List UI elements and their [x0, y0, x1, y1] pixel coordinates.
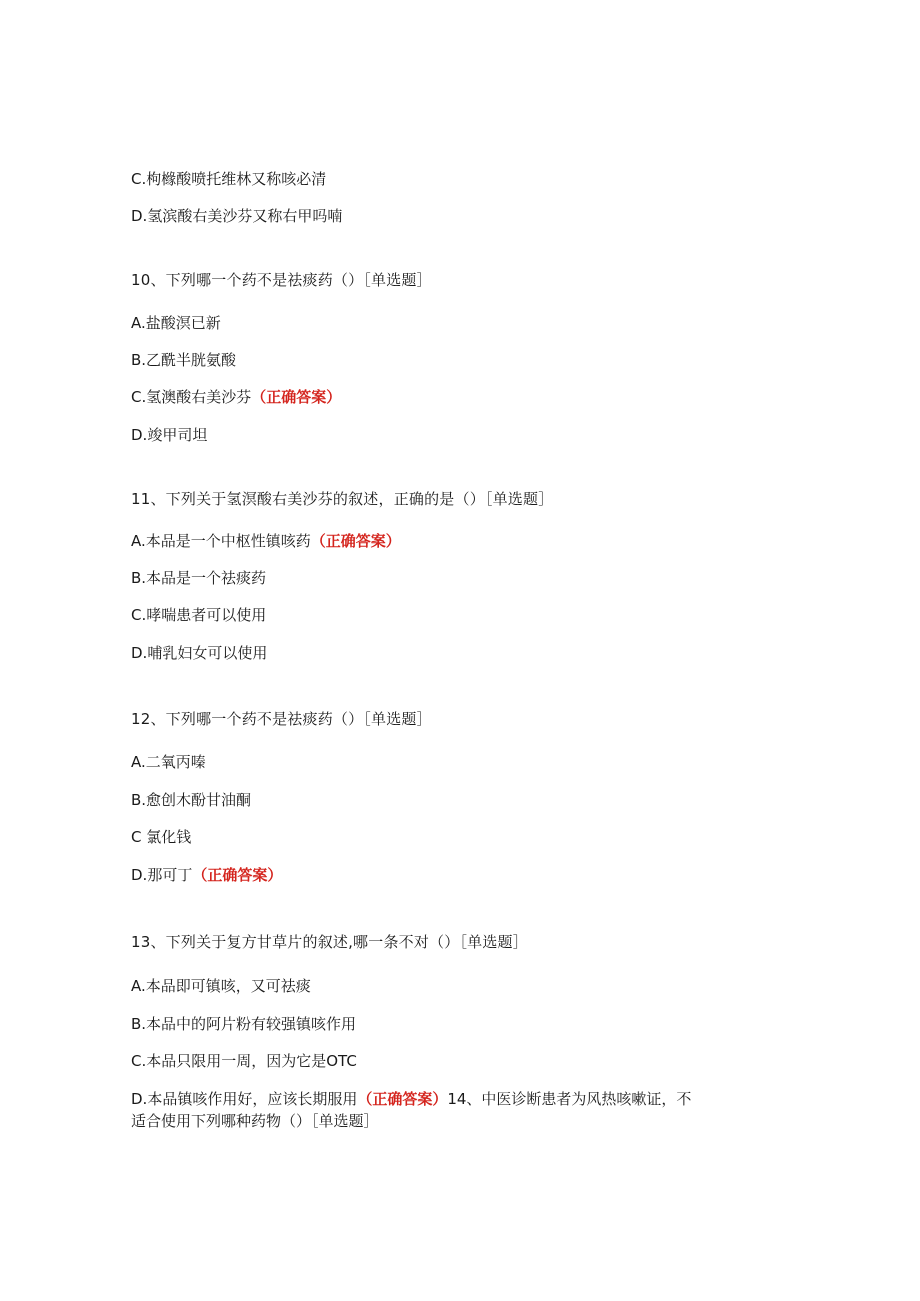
q10-option-c [131, 386, 341, 408]
q11-stem: 11、下列关于氢溟酸右美沙芬的叙述，正确的是（）［单选题］ [131, 490, 554, 508]
q12-option-b: B.愈创木酚甘油酮 [131, 791, 252, 809]
q11-option-d: D.哺乳妇女可以使用 [131, 644, 268, 662]
q12-option-d [131, 864, 282, 886]
q10-option-a: A.盐酸溟已新 [131, 314, 221, 332]
q12-option-d-text: D.那可丁 [131, 866, 193, 884]
correct-answer-marker: （正确答案） [192, 866, 283, 884]
q12-stem: 12、下列哪一个药不是祛痰药（）［单选题］ [131, 710, 432, 728]
q13-option-d [131, 1088, 691, 1110]
q11-option-a [131, 530, 401, 552]
correct-answer-marker: （正确答案） [357, 1090, 448, 1108]
q10-option-d: D.竣甲司坦 [131, 426, 208, 444]
q13-option-a: A.本品即可镇咳，又可祛痰 [131, 977, 311, 995]
q13-option-d-text: D.本品镇咳作用好，应该长期服用 [131, 1090, 358, 1108]
q12-option-a: A.二氧丙嗪 [131, 753, 206, 771]
correct-answer-marker: （正确答案） [251, 388, 342, 406]
q10-option-b: B.乙酰半胱氨酸 [131, 351, 237, 369]
q11-option-c: C.哮喘患者可以使用 [131, 606, 267, 624]
q13-option-c: C.本品只限用一周，因为它是OTC [131, 1052, 357, 1070]
q10-stem: 10、下列哪一个药不是祛痰药（）［单选题］ [131, 271, 432, 289]
q11-option-a-text: A.本品是一个中枢性镇咳药 [131, 532, 311, 550]
q11-option-b: B.本品是一个祛痰药 [131, 569, 267, 587]
q12-option-c: C 氯化钱 [131, 828, 192, 846]
correct-answer-marker: （正确答案） [310, 532, 401, 550]
q13-stem: 13、下列关于复方甘草片的叙述,哪一条不对（）［单选题］ [131, 933, 528, 951]
q14-stem-part1: 14、中医诊断患者为风热咳嗽证，不 [447, 1090, 692, 1108]
q9-option-c: C.枸橼酸喷托维林又称咳必清 [131, 170, 327, 188]
q13-option-b: B.本品中的阿片粉有较强镇咳作用 [131, 1015, 357, 1033]
q14-stem-part2: 适合使用下列哪种药物（）［单选题］ [131, 1112, 379, 1130]
q10-option-c-text: C.氢澳酸右美沙芬 [131, 388, 252, 406]
q9-option-d: D.氢滨酸右美沙芬又称右甲吗喃 [131, 207, 343, 225]
